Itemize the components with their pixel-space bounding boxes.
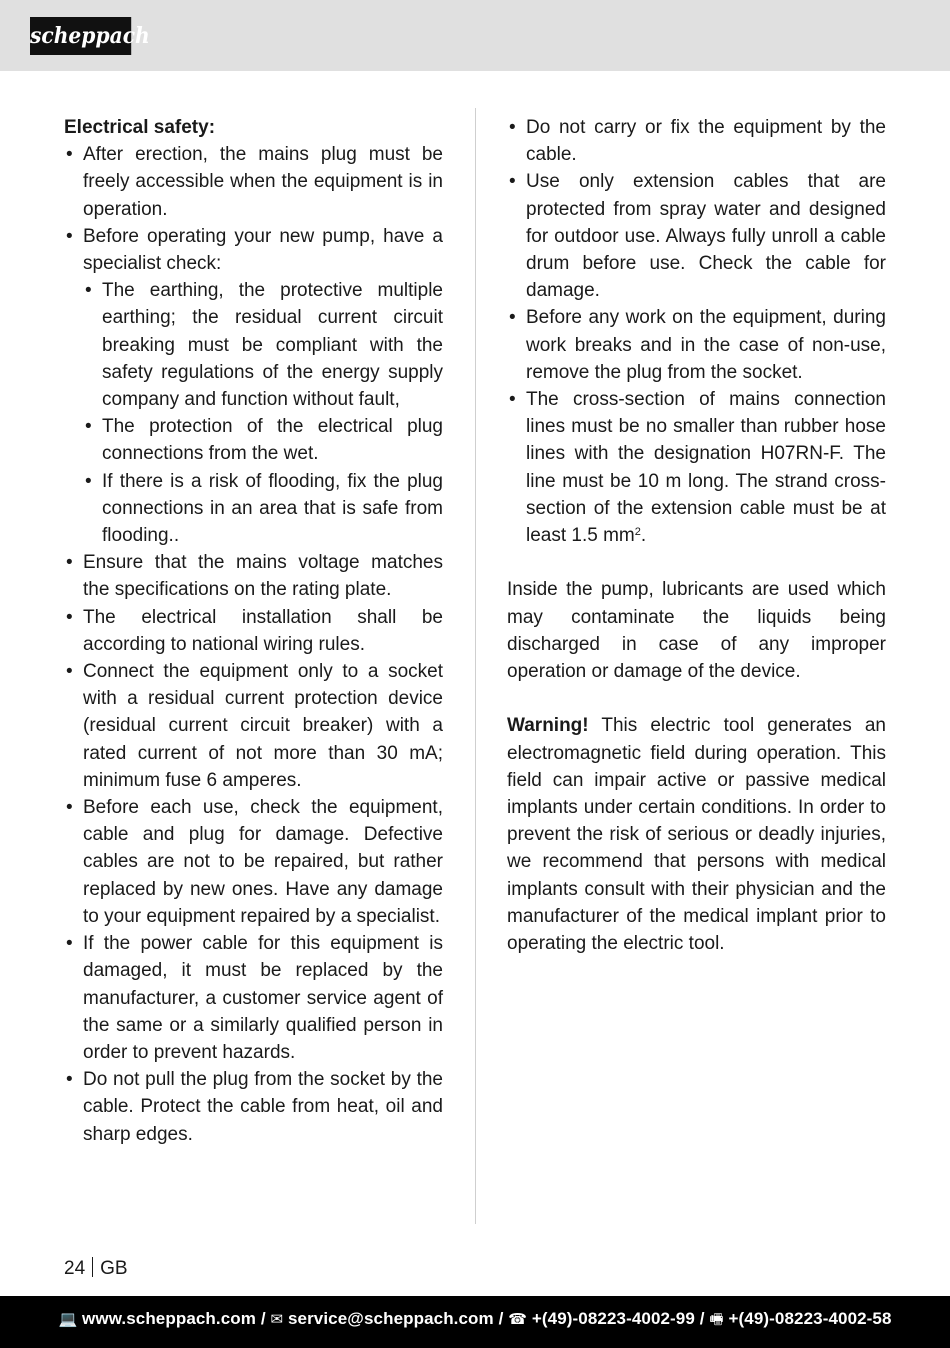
lubricants-paragraph: Inside the pump, lubricants are used which may contaminate the liquids being discharged in case of any improper operation or damage of the device. [507, 579, 886, 683]
fax-icon: 🖷 [709, 1311, 724, 1328]
list-item [64, 223, 443, 549]
left-column [64, 114, 443, 1148]
footer-separator: / [498, 1309, 504, 1328]
electrical-safety-list [64, 141, 443, 1148]
warning-label: Warning! [507, 715, 589, 737]
column-divider [475, 108, 476, 1224]
list-item-text: Before operating your new pump, have a specialist check: [83, 225, 443, 275]
list-item: • If the power cable for this equipment is damaged, it must be replaced by the manufacturer, a customer service agent of the same or a similarly qualified person in order to prevent hazards. [64, 930, 443, 1066]
list-item-text: The cross-section of mains connection lines must be no smaller than rubber hose lines with the designation H07RN-F. The line must be 10 m long. The strand cross-section of the extension cable must be at least 1.5 mm [526, 389, 886, 547]
page-number [64, 1255, 128, 1282]
scheppach-logo: scheppach [30, 17, 131, 55]
specialist-check-list [83, 277, 443, 549]
list-item: • Ensure that the mains voltage matches the specifications on the rating plate. [64, 549, 443, 603]
list-item: • The electrical installation shall be according to national wiring rules. [64, 604, 443, 658]
footer-phone: +(49)-08223-4002-99 [531, 1309, 695, 1328]
footer-separator: / [260, 1309, 266, 1328]
page-footer [0, 1296, 950, 1348]
page-number-value: 24 [64, 1258, 86, 1279]
list-item: • Connect the equipment only to a socket with a residual current protection device (residual current circuit breaker) with a rated current of not more than 30 mA; minimum fuse 6 amperes. [64, 658, 443, 794]
footer-separator: / [699, 1309, 705, 1328]
punctuation: . [640, 525, 647, 547]
sub-list-item: • The protection of the electrical plug connections from the wet. [83, 413, 443, 467]
page-separator [92, 1257, 93, 1277]
warning-paragraph [507, 712, 886, 957]
right-column [507, 114, 886, 957]
list-item: • Do not pull the plug from the socket by the cable. Protect the cable from heat, oil and sharp edges. [64, 1066, 443, 1148]
mail-icon: ✉ [270, 1311, 284, 1328]
list-item: • Before any work on the equipment, during work breaks and in the case of non-use, remove the plug from the socket. [507, 304, 886, 386]
sub-list-item: • If there is a risk of flooding, fix the plug connections in an area that is safe from flooding.. [83, 468, 443, 550]
section-heading: Electrical safety: [64, 117, 216, 138]
page-header [0, 0, 950, 71]
list-item: • Do not carry or fix the equipment by the cable. [507, 114, 886, 168]
cable-safety-list [507, 114, 886, 549]
footer-email[interactable]: service@scheppach.com [287, 1309, 494, 1328]
list-item: • Before each use, check the equipment, cable and plug for damage. Defective cables are not to be repaired, but rather replaced by new ones. Have any damage to your equipment repaired by a specialist. [64, 794, 443, 930]
list-item: • After erection, the mains plug must be freely accessible when the equipment is in operation. [64, 141, 443, 223]
warning-text: This electric tool generates an electromagnetic field during operation. This field can impair active or passive medical implants under certain conditions. In order to prevent the risk of serious or deadly injuries, we recommend that persons with medical implants consult with their physician and the manufacturer of the medical implant prior to operating the electric tool. [507, 715, 886, 955]
footer-fax: +(49)-08223-4002-58 [728, 1309, 892, 1328]
list-item: • Use only extension cables that are protected from spray water and designed for outdoor use. Always fully unroll a cable drum before use. Check the cable for damage. [507, 168, 886, 304]
footer-website[interactable]: www.scheppach.com [82, 1309, 256, 1328]
page-language: GB [100, 1258, 128, 1279]
computer-icon: 💻 [58, 1311, 78, 1328]
list-item [507, 386, 886, 549]
superscript: 2 [634, 526, 641, 539]
phone-icon: ☎ [508, 1311, 528, 1328]
sub-list-item: • The earthing, the protective multiple earthing; the residual current circuit breaking must be compliant with the safety regulations of the energy supply company and function without fault, [83, 277, 443, 413]
